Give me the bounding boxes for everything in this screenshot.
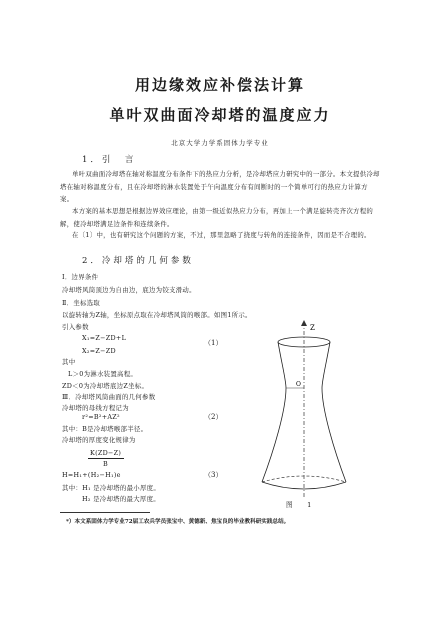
subheading-boundary-conditions: Ⅰ．边界条件 bbox=[62, 273, 99, 281]
subheading-coordinates: Ⅱ．坐标选取 bbox=[62, 299, 101, 307]
equation-3-exponent-denominator: B bbox=[103, 460, 108, 468]
equation-3-fraction-bar bbox=[88, 458, 124, 459]
equation-2-where: 其中：B是冷却塔喉部半径。 bbox=[62, 425, 148, 433]
intro-paragraph-2: 本方案的基本思想是根据边界效应理论，由第一级近似热应力分布，再加上一个满足旋转壳齐次方程的解，使冷却塔满足边条件和连续条件。 bbox=[60, 207, 374, 228]
section-heading-geometry: 2．冷却塔的几何参数 bbox=[82, 256, 194, 266]
thickness-text: 冷却塔的厚度变化规律为 bbox=[62, 436, 136, 444]
equation-3-number: （3） bbox=[204, 471, 223, 479]
coordinates-text: 以旋转轴为Z轴，坐标原点取在冷却塔风筒的喉部。如图1所示。 bbox=[62, 311, 252, 319]
equation-3-where-2: H₂ 是冷却塔的最大厚度。 bbox=[82, 495, 160, 503]
footnote-divider bbox=[60, 512, 150, 513]
equation-1b: X₂=Z−ZD bbox=[82, 347, 116, 355]
intro-paragraph-1: 单叶双曲面冷却塔在轴对称温度分布条件下的热应力分析，是冷却塔应力研究中的一部分。本文提供冷却塔在轴对称温度分布，且在冷却塔的淋水装置处于午向温度分布有间断时的一个简单可行的热应力计算方案。 bbox=[60, 170, 380, 203]
axis-arrow-icon bbox=[301, 320, 307, 326]
where-item-2: ZD＜0为冷却塔底边Z坐标。 bbox=[62, 382, 149, 390]
params-label: 引入参数 bbox=[62, 323, 89, 331]
affiliation: 北京大学力学系固体力学专业 bbox=[171, 139, 269, 147]
axis-label: Z bbox=[310, 324, 315, 332]
where-label: 其中 bbox=[62, 358, 76, 366]
equation-1a: X₁=Z−ZD+L bbox=[82, 334, 127, 342]
equation-2-number: （2） bbox=[204, 413, 223, 421]
section-heading-introduction: 1．引 言 bbox=[82, 155, 137, 165]
equation-2: r²=B²+AZ² bbox=[82, 413, 120, 421]
tower-left-profile bbox=[262, 342, 286, 482]
tower-right-profile bbox=[322, 342, 346, 482]
footnote: *）本文系固体力学专业72届工农兵学员张宝中、黄德新、焦宝良的毕业教科研实践总结。 bbox=[66, 519, 290, 525]
title-line-2: 单叶双曲面冷却塔的温度应力 bbox=[109, 106, 331, 124]
generatrix-text: 冷却塔的母线方程记为 bbox=[62, 404, 129, 412]
figure-caption: 图 1 bbox=[286, 501, 316, 509]
subheading-surface-geometry: Ⅲ．冷却塔风筒曲面的几何参数 bbox=[62, 393, 156, 401]
where-item-1: L＞0为淋水装置高程。 bbox=[68, 370, 138, 378]
origin-label: O bbox=[296, 381, 301, 388]
equation-3: H=H₁+(H₂−H₁)e bbox=[62, 471, 121, 479]
boundary-conditions-text: 冷却塔风筒顶边为自由边，底边为铰支滑动。 bbox=[62, 286, 196, 294]
intro-paragraph-3: 在〔1〕中，也有研究这个问题的方案，不过，那里忽略了挠度与转角的连接条件，因而是不合理的。 bbox=[72, 231, 371, 239]
equation-1-number: （1） bbox=[204, 339, 223, 347]
equation-3-where-1: 其中：H₁ 是冷却塔的最小厚度。 bbox=[62, 484, 161, 492]
equation-3-exponent-numerator: K(ZD−Z) bbox=[90, 449, 122, 457]
title-line-1: 用边缘效应补偿法计算 bbox=[134, 76, 305, 94]
cooling-tower-figure bbox=[244, 320, 364, 500]
